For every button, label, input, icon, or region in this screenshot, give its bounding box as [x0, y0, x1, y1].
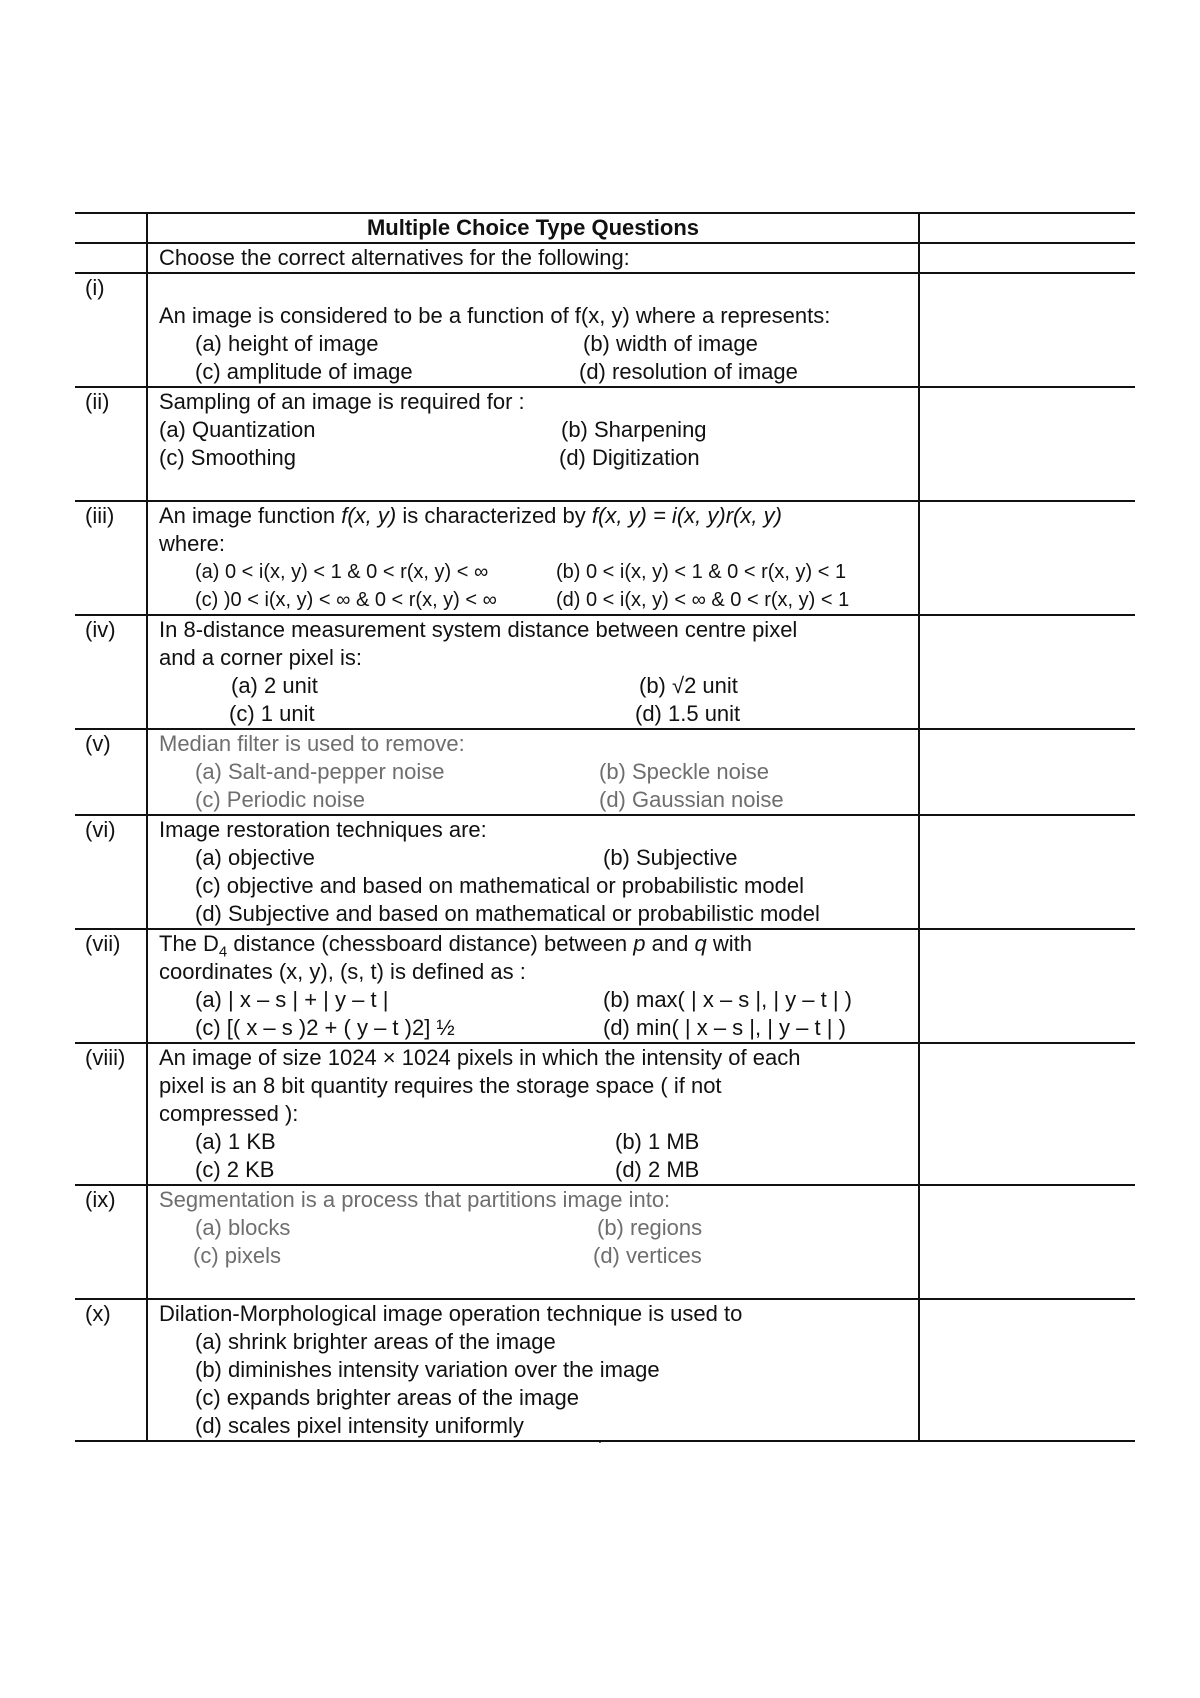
option-b: (b) Speckle noise	[599, 759, 769, 784]
option-c: (c) objective and based on mathematical or probabilistic model	[195, 873, 804, 898]
question-number: (vii)	[75, 929, 147, 1043]
question-cell: An image of size 1024 × 1024 pixels in which the intensity of each pixel is an 8 bit quantity requires the storage space ( if not compressed ): (a) 1 KB (b) 1 MB (c) 2 KB (d) 2 MB	[147, 1043, 919, 1185]
option-c: (c) 2 KB	[195, 1157, 275, 1182]
question-number: (v)	[75, 729, 147, 815]
question-stem: Dilation-Morphological image operation technique is used to	[159, 1301, 743, 1326]
question-row	[75, 387, 1135, 501]
option-d: (d) Digitization	[559, 445, 700, 470]
option-a: (a) Salt-and-pepper noise	[195, 759, 445, 784]
mcq-table	[75, 212, 1135, 1442]
question-cell: The $D_4$ distance (chessboard distance) between p and q with coordinates (x, y), (s, t) is defined as : (a) | x – s | + | y – t | (b) max( | x – s |, | y – t | ) (c) [( x – s )2 + ( y – t )2] ½ (d) min( | x – s |, | y – t | )	[147, 929, 919, 1043]
question-stem: Segmentation is a process that partitions image into:	[159, 1187, 671, 1212]
question-cell: In 8-distance measurement system distance between centre pixel and a corner pixel is: (a) 2 unit (b) √2 unit (c) 1 unit (d) 1.5 unit	[147, 615, 919, 729]
option-b: (b) 1 MB	[615, 1129, 700, 1154]
footer-mark: .	[598, 1430, 602, 1446]
option-a: (a) Quantization	[159, 417, 316, 442]
question-row	[75, 501, 1135, 615]
question-row	[75, 729, 1135, 815]
option-c: (c) [( x – s )2 + ( y – t )2] ½	[195, 1015, 455, 1040]
option-d: (d) scales pixel intensity uniformly	[195, 1413, 524, 1438]
option-a: (a) | x – s | + | y – t |	[195, 987, 389, 1012]
instruction-text: Choose the correct alternatives for the following:	[147, 243, 919, 273]
option-b: (b) Subjective	[603, 845, 738, 870]
header-row	[75, 213, 1135, 243]
option-a: (a) height of image	[195, 331, 379, 356]
option-b: (b) diminishes intensity variation over the image	[195, 1357, 660, 1382]
question-stem: An image is considered to be a function of f(x, y) where a represents:	[159, 303, 831, 328]
question-row	[75, 815, 1135, 929]
question-cell	[147, 729, 919, 815]
option-c: (c) Smoothing	[159, 445, 296, 470]
question-row	[75, 929, 1135, 1043]
question-number: (ii)	[75, 387, 147, 501]
option-b: (b) Sharpening	[561, 417, 707, 442]
option-b: (b) max( | x – s |, | y – t | )	[603, 987, 853, 1012]
option-d: (d) 0 < i(x, y) < ∞ & 0 < r(x, y) < 1	[556, 589, 850, 611]
option-d: (d) vertices	[593, 1243, 702, 1268]
question-stem: Image restoration techniques are:	[159, 817, 487, 842]
question-number: (iii)	[75, 501, 147, 615]
option-a: (a) shrink brighter areas of the image	[195, 1329, 556, 1354]
question-stem: Median filter is used to remove:	[159, 731, 465, 756]
question-number: (viii)	[75, 1043, 147, 1185]
question-stem: An image function f(x, y) is characterized by f(x, y) = i(x, y)r(x, y)	[159, 503, 782, 528]
option-d: (d) min( | x – s |, | y – t | )	[603, 1015, 846, 1040]
option-a: (a) objective	[195, 845, 315, 870]
question-cell	[147, 1185, 919, 1299]
option-a: (a) blocks	[195, 1215, 291, 1240]
question-cell	[147, 387, 919, 501]
question-cell	[147, 815, 919, 929]
question-number: (iv)	[75, 615, 147, 729]
section-title: Multiple Choice Type Questions	[147, 213, 919, 243]
question-number: (i)	[75, 273, 147, 387]
question-stem: The $D_4$ distance (chessboard distance) between p and q with	[159, 931, 752, 961]
option-c: (c) amplitude of image	[195, 359, 413, 384]
option-b: (b) 0 < i(x, y) < 1 & 0 < r(x, y) < 1	[556, 561, 847, 583]
option-c: (c) )0 < i(x, y) < ∞ & 0 < r(x, y) < ∞	[195, 589, 497, 611]
option-a: (a) 1 KB	[195, 1129, 276, 1154]
option-c: (c) Periodic noise	[195, 787, 365, 812]
option-b: (b) √2 unit	[639, 673, 738, 698]
question-number: (ix)	[75, 1185, 147, 1299]
option-a: (a) 2 unit	[231, 673, 318, 698]
option-d: (d) Subjective and based on mathematical or probabilistic model	[195, 901, 820, 926]
option-c: (c) pixels	[193, 1243, 282, 1268]
question-stem: In 8-distance measurement system distance between centre pixel	[159, 617, 798, 642]
option-c: (c) 1 unit	[229, 701, 315, 726]
option-b: (b) regions	[597, 1215, 703, 1240]
option-c: (c) expands brighter areas of the image	[195, 1385, 579, 1410]
question-cell	[147, 1299, 919, 1441]
option-a: (a) 0 < i(x, y) < 1 & 0 < r(x, y) < ∞	[195, 561, 489, 583]
question-row	[75, 273, 1135, 387]
option-d: (d) resolution of image	[579, 359, 798, 384]
question-number: (vi)	[75, 815, 147, 929]
option-d: (d) 1.5 unit	[635, 701, 741, 726]
question-stem: An image of size 1024 × 1024 pixels in which the intensity of each	[159, 1045, 801, 1070]
instruction-row	[75, 243, 1135, 273]
question-row	[75, 1185, 1135, 1299]
question-stem: Sampling of an image is required for :	[159, 389, 525, 414]
question-cell	[147, 273, 919, 387]
option-b: (b) width of image	[583, 331, 758, 356]
question-row	[75, 1043, 1135, 1185]
question-row	[75, 1299, 1135, 1441]
question-number: (x)	[75, 1299, 147, 1441]
option-d: (d) 2 MB	[615, 1157, 700, 1182]
question-row	[75, 615, 1135, 729]
option-d: (d) Gaussian noise	[599, 787, 784, 812]
question-cell: An image function f(x, y) is characterized by f(x, y) = i(x, y)r(x, y) where: (a) 0 < i(x, y) < 1 & 0 < r(x, y) < ∞ (b) 0 < i(x, y) < 1 & 0 < r(x, y) < 1 (c) )0 < i(x, y) < ∞ & 0 < r(x, y) < ∞ (d) 0 < i(x, y) < ∞ & 0 < r(x, y) < 1	[147, 501, 919, 615]
